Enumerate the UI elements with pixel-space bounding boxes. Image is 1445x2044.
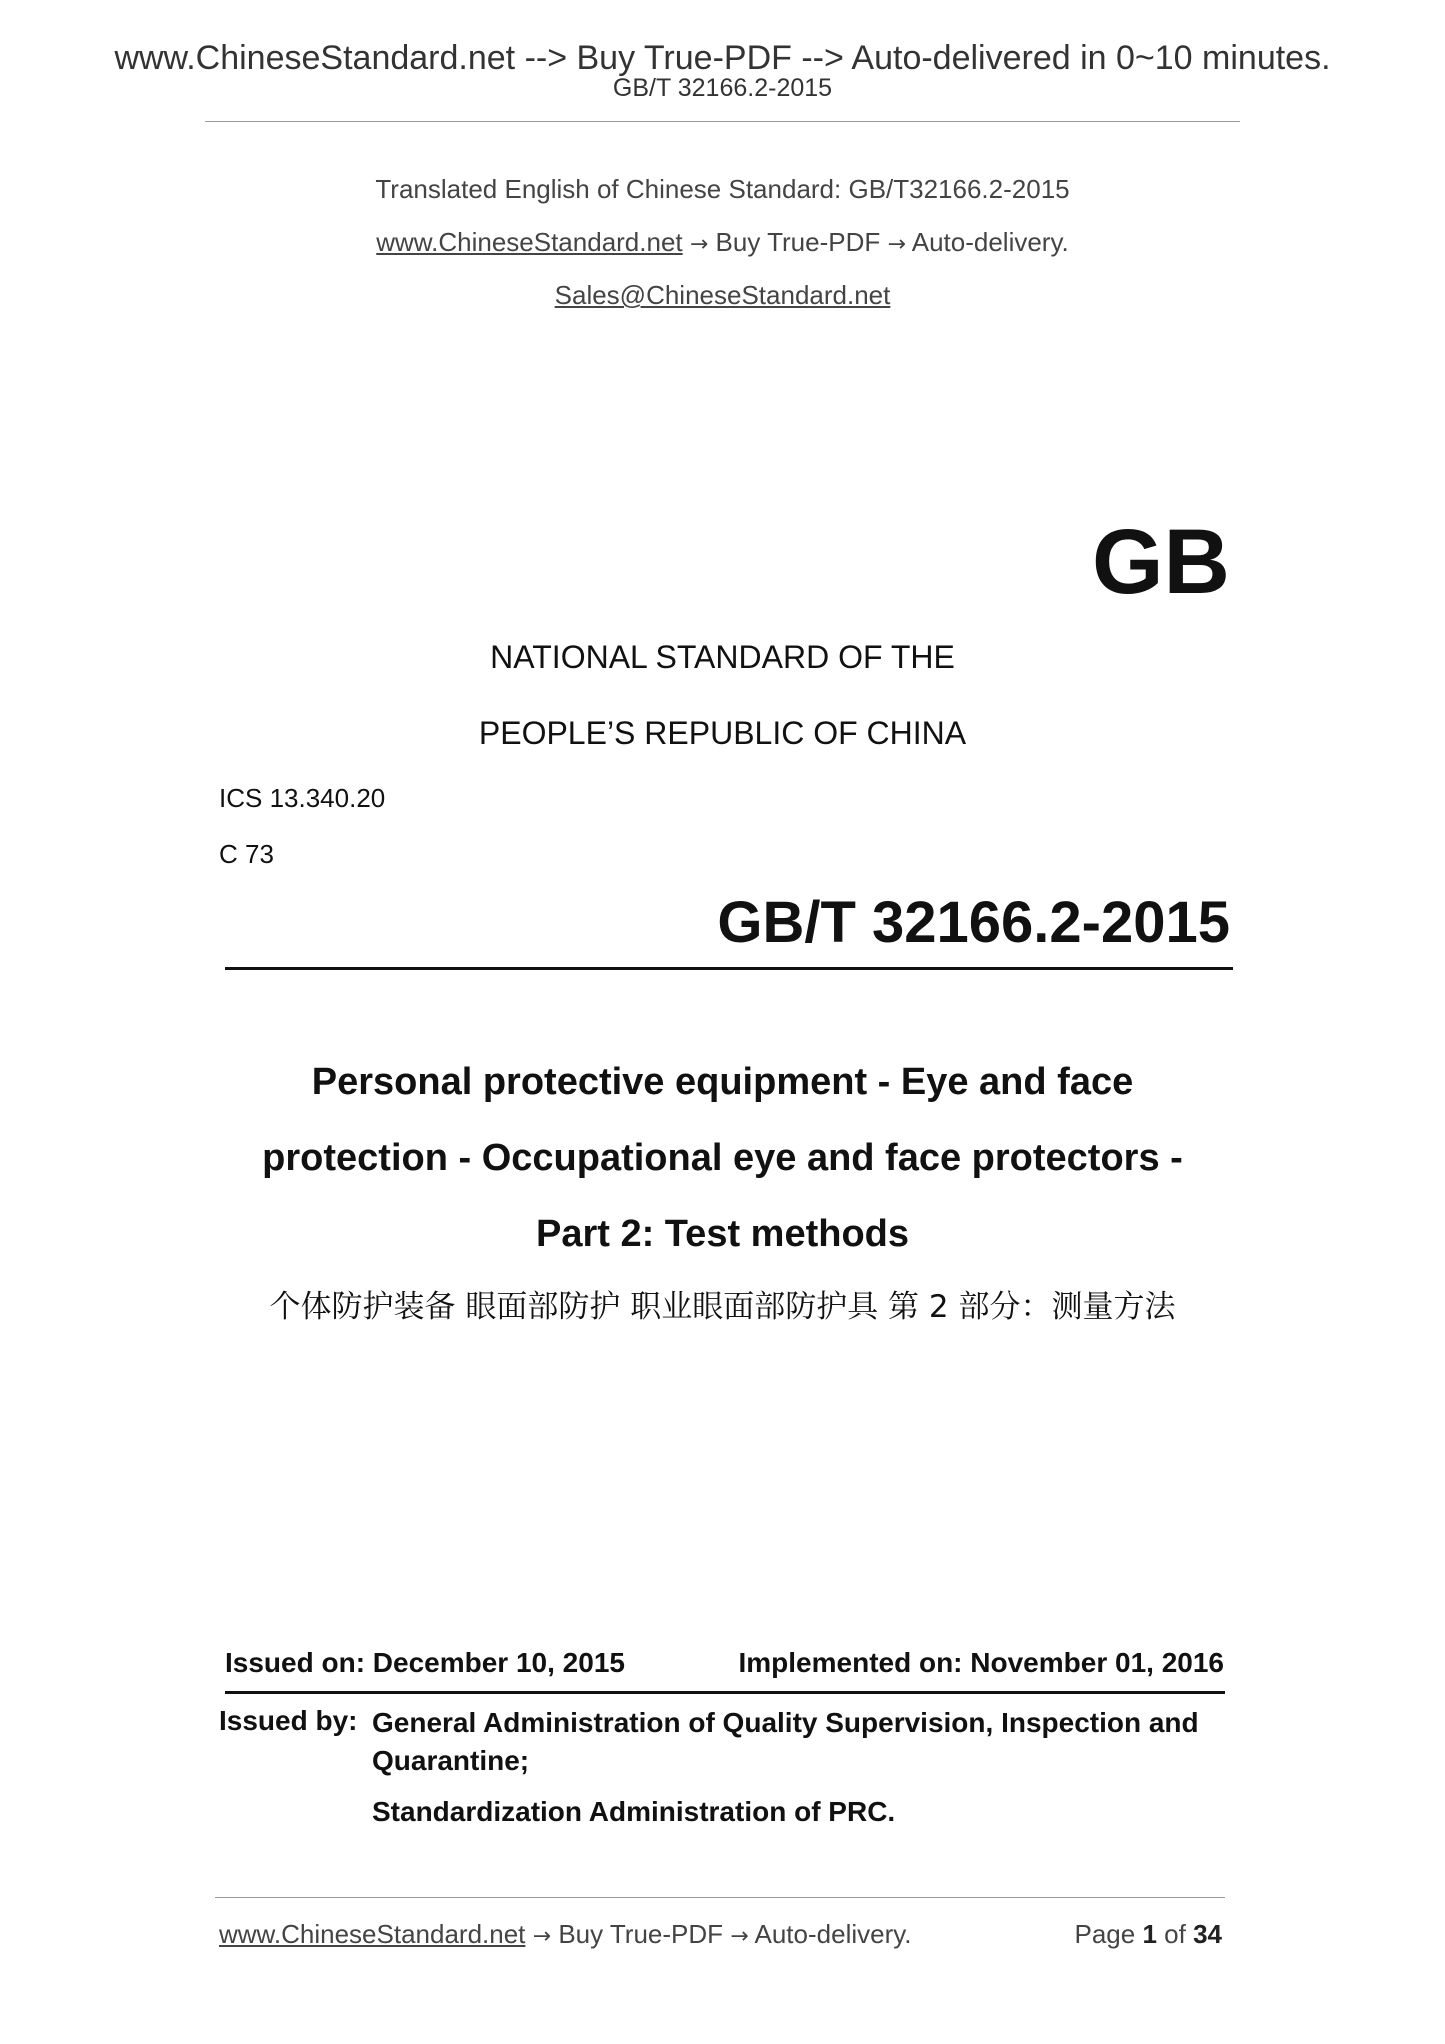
national-standard-line1: NATIONAL STANDARD OF THE [490, 639, 955, 675]
page-indicator [1074, 1918, 1222, 1950]
issued-on-date: Issued on: December 10, 2015 [225, 1647, 625, 1678]
footer-buy-pdf-text: Buy True-PDF [558, 1919, 724, 1949]
buy-pdf-text: Buy True-PDF [715, 227, 881, 257]
arrow-right-icon: → [532, 1924, 552, 1949]
english-title-line3: Part 2: Test methods [535, 1213, 910, 1255]
sales-email-link[interactable]: Sales@ChineseStandard.net [554, 280, 891, 310]
page-label: Page [1074, 1919, 1136, 1949]
gb-logo-mark: GB [1092, 511, 1230, 613]
footer-purchase-line [219, 1918, 912, 1953]
banner-standard-number: GB/T 32166.2-2015 [612, 74, 833, 102]
footer-divider [215, 1897, 1225, 1898]
english-title-line1: Personal protective equipment - Eye and face [311, 1061, 1134, 1103]
english-title-line2: protection - Occupational eye and face protectors - [262, 1137, 1183, 1179]
standard-number-rule [225, 967, 1233, 970]
purchase-link-line [0, 226, 1445, 261]
page-of-label: of [1164, 1919, 1186, 1949]
issued-by-authority-1: General Administration of Quality Supervision, Inspection and Quarantine; [372, 1707, 1199, 1776]
header-divider [205, 121, 1240, 122]
page-total: 34 [1193, 1919, 1222, 1949]
issued-by-authority-2: Standardization Administration of PRC. [372, 1796, 896, 1827]
chinese-title: 个体防护装备 眼面部防护 职业眼面部防护具 第 2 部分：测量方法 [269, 1289, 1176, 1325]
arrow-right-icon: → [730, 1924, 749, 1949]
arrow-right-icon: → [887, 232, 906, 257]
implemented-on-date: Implemented on: November 01, 2016 [738, 1647, 1224, 1678]
ics-code: ICS 13.340.20 [219, 783, 386, 813]
arrow-right-icon: → [689, 232, 709, 257]
standard-number: GB/T 32166.2-2015 [717, 890, 1230, 955]
national-standard-line2: PEOPLE’S REPUBLIC OF CHINA [478, 715, 967, 751]
page-current: 1 [1142, 1919, 1157, 1949]
footer-auto-delivery-text: Auto-delivery. [754, 1919, 912, 1949]
issued-by-label: Issued by: [219, 1705, 358, 1736]
auto-delivery-text: Auto-delivery. [911, 227, 1069, 257]
footer-site-link[interactable]: www.ChineseStandard.net [219, 1919, 526, 1949]
sales-email-line [0, 279, 1445, 311]
issue-info-rule [225, 1691, 1225, 1694]
translated-standard-line: Translated English of Chinese Standard: GB/T32166.2-2015 [375, 174, 1070, 204]
site-link[interactable]: www.ChineseStandard.net [376, 227, 683, 257]
banner-promo-line: www.ChineseStandard.net --> Buy True-PDF --> Auto-delivered in 0~10 minutes. [114, 39, 1331, 77]
ccs-code: C 73 [219, 839, 274, 869]
